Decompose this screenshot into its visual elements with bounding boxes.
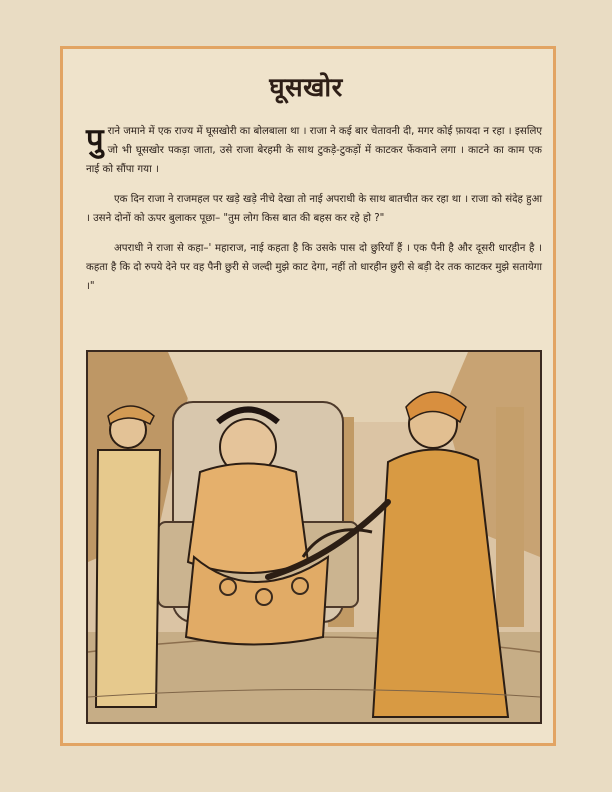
column-right [496,407,524,627]
story-text [86,122,542,307]
paragraph-3: अपराधी ने राजा से कहा–' महाराज, नाई कहता है कि उसके पास दो छुरियाँ हैं । एक पैनी है और दूसरी धारहीन है । कहता है कि दो रुपये देने पर वह पैनी छुरी से जल्दी मुझे काट देगा, नहीं तो धारहीन छुरी से बड़ी देर तक काटकर मुझे सतायेगा ।" [86,243,542,292]
paragraph-1-text: राने जमाने में एक राज्य में घूसखोरी का बोलबाला था । राजा ने कई बार चेतावनी दी, मगर कोई फ़ायदा न रहा । इसलिए जो भी घूसखोर पकड़ा जाता, उसे राजा बेरहमी के साथ टुकड़े-टुकड़ों में काटकर फेंकवाने लगा । काटने का काम एक नाई को सौंपा गया । [86,126,542,175]
paragraph-1 [86,122,542,179]
illustration-scene [88,352,540,722]
story-title: घूसखोर [269,73,343,103]
paragraph-2: एक दिन राजा ने राजमहल पर खड़े खड़े नीचे देखा तो नाई अपराधी के साथ बातचीत कर रहा था । राजा को संदेह हुआ । उसने दोनों को ऊपर बुलाकर पूछा– "तुम लोग किस बात की बहस कर रहे हो ?" [86,194,542,224]
king-robe [188,464,308,574]
story-illustration [86,350,542,724]
attendant-body [96,450,160,707]
drop-cap: पु [86,122,104,158]
